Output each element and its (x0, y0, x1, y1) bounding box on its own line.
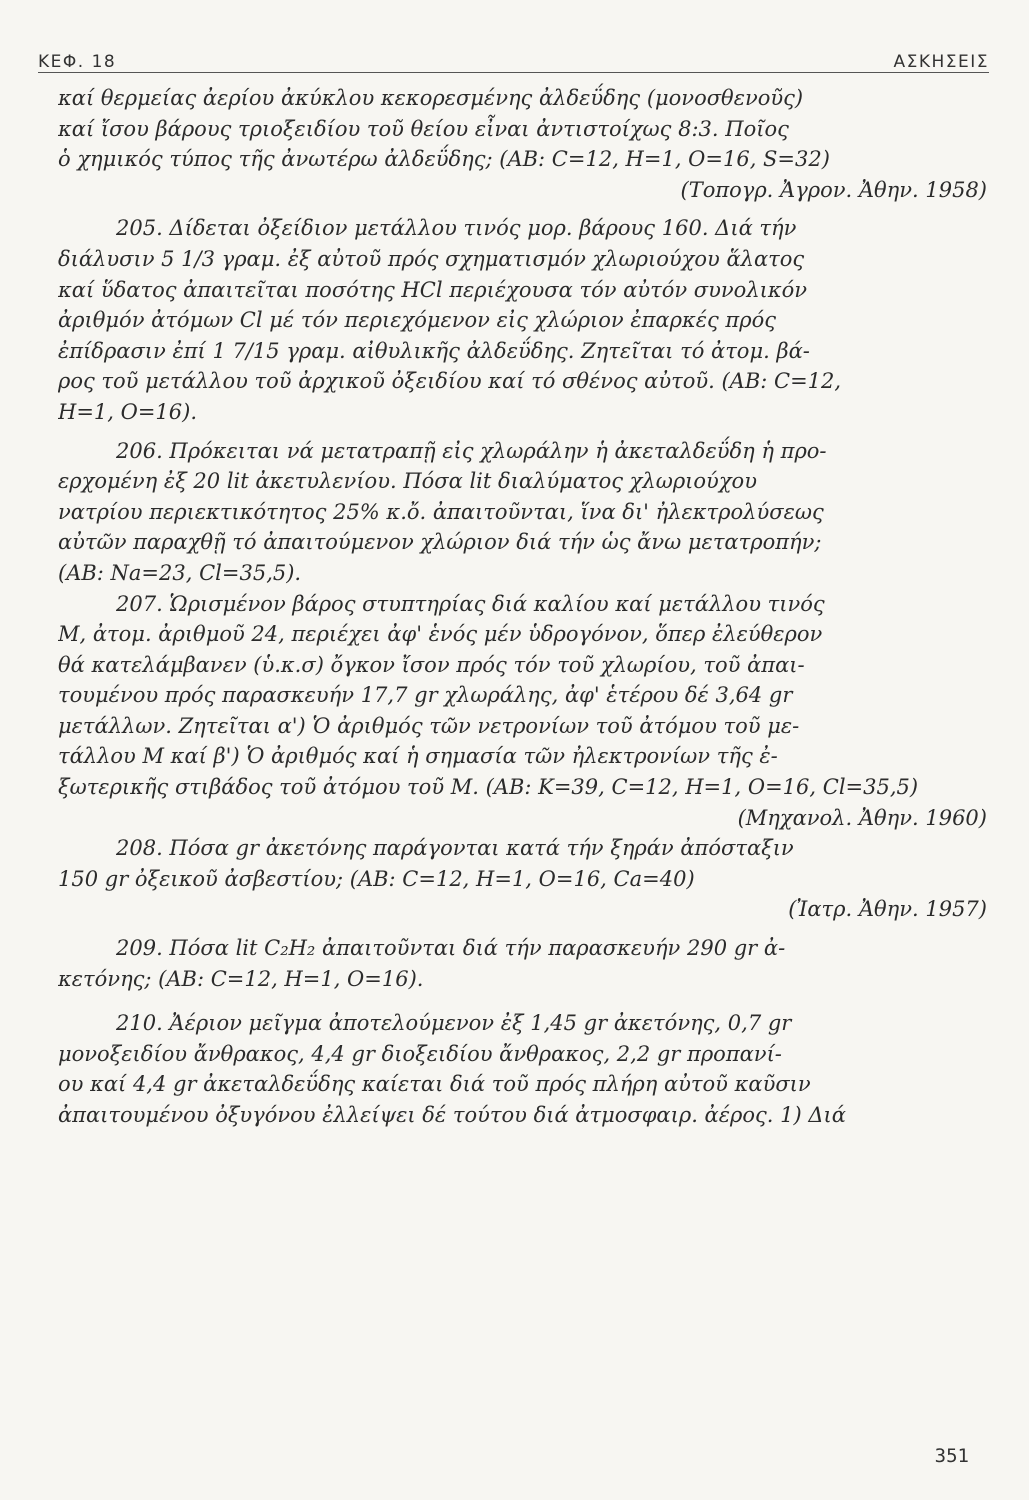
text-line: ερχομένη ἐξ 20 lit ἀκετυλενίου. Πόσα lit διαλύματος χλωριούχου (58, 469, 757, 494)
text-line: ἀριθμόν ἀτόμων Cl μέ τόν περιεχόμενον εἰς χλώριον ἐπαρκές πρός (58, 308, 776, 333)
text-line: ἀπαιτουμένου ὀξυγόνου ἐλλείψει δέ τούτου διά ἀτμοσφαιρ. ἀέρος. 1) Διά (58, 1103, 846, 1127)
text-line: νατρίου περιεκτικότητος 25% κ.ὄ. ἀπαιτοῦνται, ἵνα δι' ἠλεκτρολύσεως (58, 499, 824, 524)
source-citation: (Μηχανολ. Ἀθην. 1960) (737, 805, 987, 830)
text-line: τουμένου πρός παρασκευήν 17,7 gr χλωράλης, ἀφ' ἑτέρου δέ 3,64 gr (58, 683, 793, 708)
text-line: καί θερμείας ἀερίου ἀκύκλου κεκορεσμένης ἀλδεΰδης (μονοσθενοῦς) (58, 86, 804, 110)
source-citation: (Ἰατρ. Ἀθην. 1957) (788, 897, 987, 922)
exercise-206-line: 206. Πρόκειται νά μετατραπῇ εἰς χλωράλην ἡ ἀκεταλδεΰδη ἡ προ- (116, 438, 827, 463)
text-line: ἐπίδρασιν ἐπί 1 7/15 γραμ. αἰθυλικῆς ἀλδεΰδης. Ζητεῖται τό ἀτομ. βά- (58, 338, 810, 363)
text-line: μετάλλων. Ζητεῖται α') Ὁ ἀριθμός τῶν νετρονίων τοῦ ἀτόμου τοῦ με- (58, 713, 800, 738)
text-line: κετόνης; (ΑΒ: C=12, H=1, O=16). (58, 966, 424, 991)
text-line: (ΑΒ: Na=23, Cl=35,5). (58, 560, 302, 585)
exercise-210-line: 210. Ἀέριον μεῖγμα ἀποτελούμενον ἐξ 1,45 gr ἀκετόνης, 0,7 gr (116, 1011, 792, 1036)
exercise-205-line: 205. Δίδεται ὀξείδιον μετάλλου τινός μορ. βάρους 160. Διά τήν (116, 216, 797, 241)
source-citation: (Τοπογρ. Ἀγρον. Ἀθην. 1958) (680, 177, 987, 202)
text-line: τάλλου M καί β') Ὁ ἀριθμός καί ἡ σημασία τῶν ἠλεκτρονίων τῆς ἐ- (58, 744, 778, 769)
text-line: ξωτερικῆς στιβάδος τοῦ ἀτόμου τοῦ M. (ΑΒ: K=39, C=12, H=1, O=16, Cl=35,5) (58, 775, 919, 800)
page-body (58, 83, 987, 1131)
text-line: αὐτῶν παραχθῇ τό ἀπαιτούμενον χλώριον διά τήν ὡς ἄνω μετατροπήν; (58, 530, 822, 555)
exercise-209-line: 209. Πόσα lit C₂H₂ ἀπαιτοῦνται διά τήν παρασκευήν 290 gr ἀ- (116, 936, 786, 961)
text-line: H=1, O=16). (58, 399, 198, 424)
text-line: M, ἀτομ. ἀριθμοῦ 24, περιέχει ἀφ' ἑνός μέν ὑδρογόνον, ὅπερ ἐλεύθερον (58, 622, 823, 647)
exercise-207-line: 207. Ὡρισμένον βάρος στυπτηρίας διά καλίου καί μετάλλου τινός (116, 591, 825, 616)
text-line: ὁ χημικός τύπος τῆς ἀνωτέρω ἀλδεΰδης; (ΑΒ: C=12, H=1, O=16, S=32) (58, 147, 830, 172)
text-line: 150 gr ὀξεικοῦ ἀσβεστίου; (ΑΒ: C=12, H=1, O=16, Ca=40) (58, 866, 695, 891)
exercise-208-line: 208. Πόσα gr ἀκετόνης παράγονται κατά τήν ξηράν ἀπόσταξιν (116, 836, 794, 861)
text-line: ρος τοῦ μετάλλου τοῦ ἀρχικοῦ ὀξειδίου καί τό σθένος αὐτοῦ. (ΑΒ: C=12, (58, 369, 842, 394)
page-number: 351 (934, 1445, 969, 1467)
text-line: καί ὕδατος ἀπαιτεῖται ποσότης HCl περιέχουσα τόν αὐτόν συνολικόν (58, 277, 808, 302)
page-header (38, 44, 989, 72)
text-line: διάλυσιν 5 1/3 γραμ. ἐξ αὐτοῦ πρός σχηματισμόν χλωριούχου ἅλατος (58, 246, 805, 271)
text-line: θά κατελάμβανεν (ὑ.κ.σ) ὄγκον ἴσον πρός τόν τοῦ χλωρίου, τοῦ ἀπαι- (58, 652, 805, 677)
text-line: μονοξειδίου ἄνθρακος, 4,4 gr διοξειδίου ἄνθρακος, 2,2 gr προπανί- (58, 1041, 782, 1066)
section-title: ΑΣΚΗΣΕΙΣ (893, 52, 989, 72)
text-line: ου καί 4,4 gr ἀκεταλδεΰδης καίεται διά τοῦ πρός πλήρη αὐτοῦ καῦσιν (58, 1072, 811, 1097)
chapter-label: ΚΕΦ. 18 (38, 52, 117, 72)
header-divider (38, 72, 989, 73)
text-line: καί ἴσου βάρους τριοξειδίου τοῦ θείου εἶναι ἀντιστοίχως 8:3. Ποῖος (58, 116, 789, 141)
